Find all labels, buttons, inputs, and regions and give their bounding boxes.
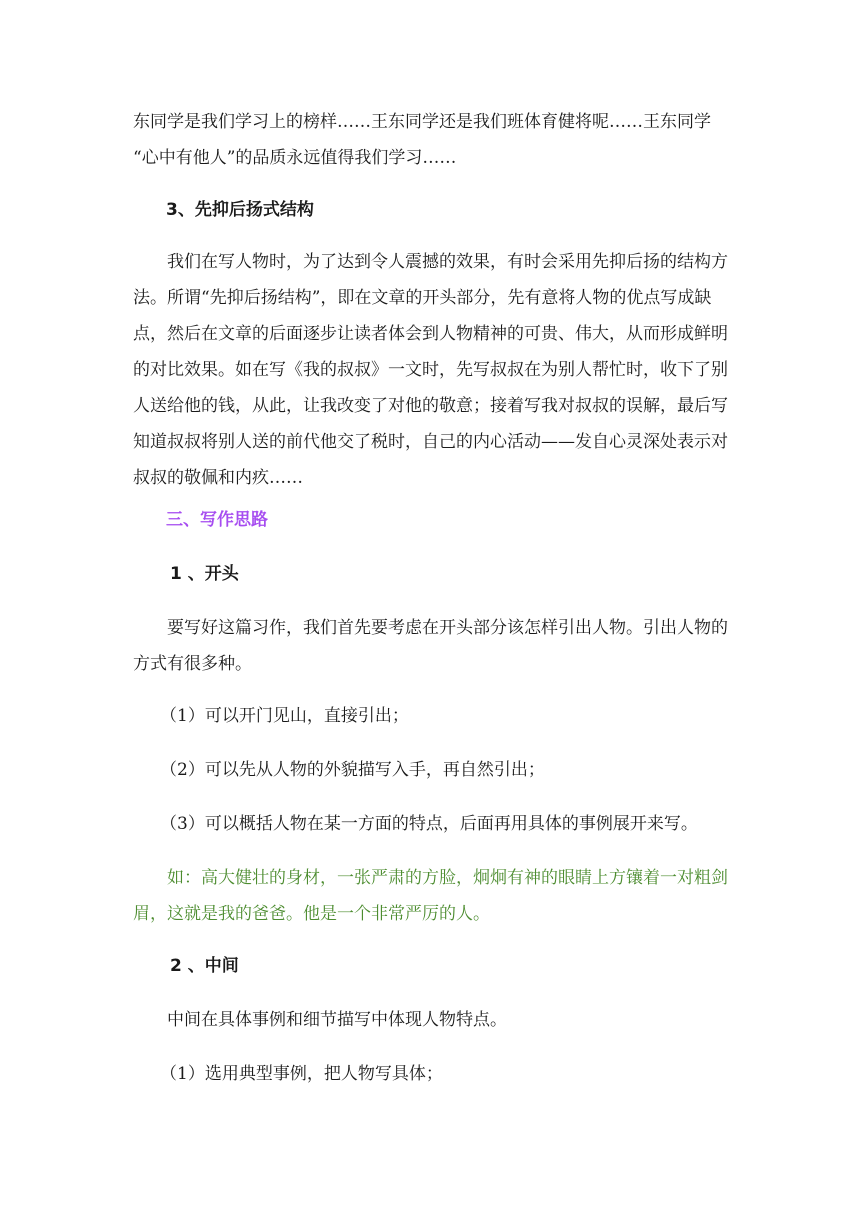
text-line: 人送给他的钱，从此，让我改变了对他的敬意；接着写我对叔叔的误解，最后写 — [133, 396, 728, 416]
opening-body — [133, 610, 733, 682]
writing-ideas-heading: 三、写作思路 — [166, 510, 268, 530]
text-line: 法。所谓“先抑后扬结构”，即在文章的开头部分，先有意将人物的优点写成缺 — [133, 288, 712, 308]
text-line: 眉，这就是我的爸爸。他是一个非常严厉的人。 — [133, 904, 490, 924]
text-line: 要写好这篇习作，我们首先要考虑在开头部分该怎样引出人物。引出人物的 — [167, 618, 728, 638]
text-line: “心中有他人”的品质永远值得我们学习…… — [133, 148, 457, 168]
text-line: 点，然后在文章的后面逐步让读者体会到人物精神的可贵、伟大，从而形成鲜明 — [133, 324, 728, 344]
intro-continuation-paragraph — [133, 104, 733, 176]
section-3-heading: 3、先抑后扬式结构 — [166, 200, 314, 220]
middle-list-item: （1）选用典型事例，把人物写具体； — [160, 1064, 443, 1084]
opening-list-item: （3）可以概括人物在某一方面的特点，后面再用具体的事例展开来写。 — [160, 814, 698, 834]
text-line: 方式有很多种。 — [133, 654, 252, 674]
text-line: 东同学是我们学习上的榜样……王东同学还是我们班体育健将呢……王东同学 — [133, 112, 711, 132]
middle-body: 中间在具体事例和细节描写中体现人物特点。 — [167, 1010, 507, 1030]
text-line: 我们在写人物时，为了达到令人震撼的效果，有时会采用先抑后扬的结构方 — [167, 252, 728, 272]
opening-list-item: （2）可以先从人物的外貌描写入手，再自然引出； — [160, 760, 545, 780]
text-line: 知道叔叔将别人送的前代他交了税时，自己的内心活动——发自心灵深处表示对 — [133, 432, 728, 452]
middle-heading: 2 、中间 — [170, 956, 239, 976]
section-3-body — [133, 244, 733, 496]
opening-list-item: （1）可以开门见山，直接引出； — [160, 706, 409, 726]
text-line: 的对比效果。如在写《我的叔叔》一文时，先写叔叔在为别人帮忙时，收下了别 — [133, 360, 728, 380]
opening-example — [133, 860, 733, 932]
opening-heading: 1 、开头 — [170, 564, 239, 584]
text-line: 叔叔的敬佩和内疚…… — [133, 468, 303, 488]
text-line: 如：高大健壮的身材，一张严肃的方脸，炯炯有神的眼睛上方镶着一对粗剑 — [167, 868, 728, 888]
